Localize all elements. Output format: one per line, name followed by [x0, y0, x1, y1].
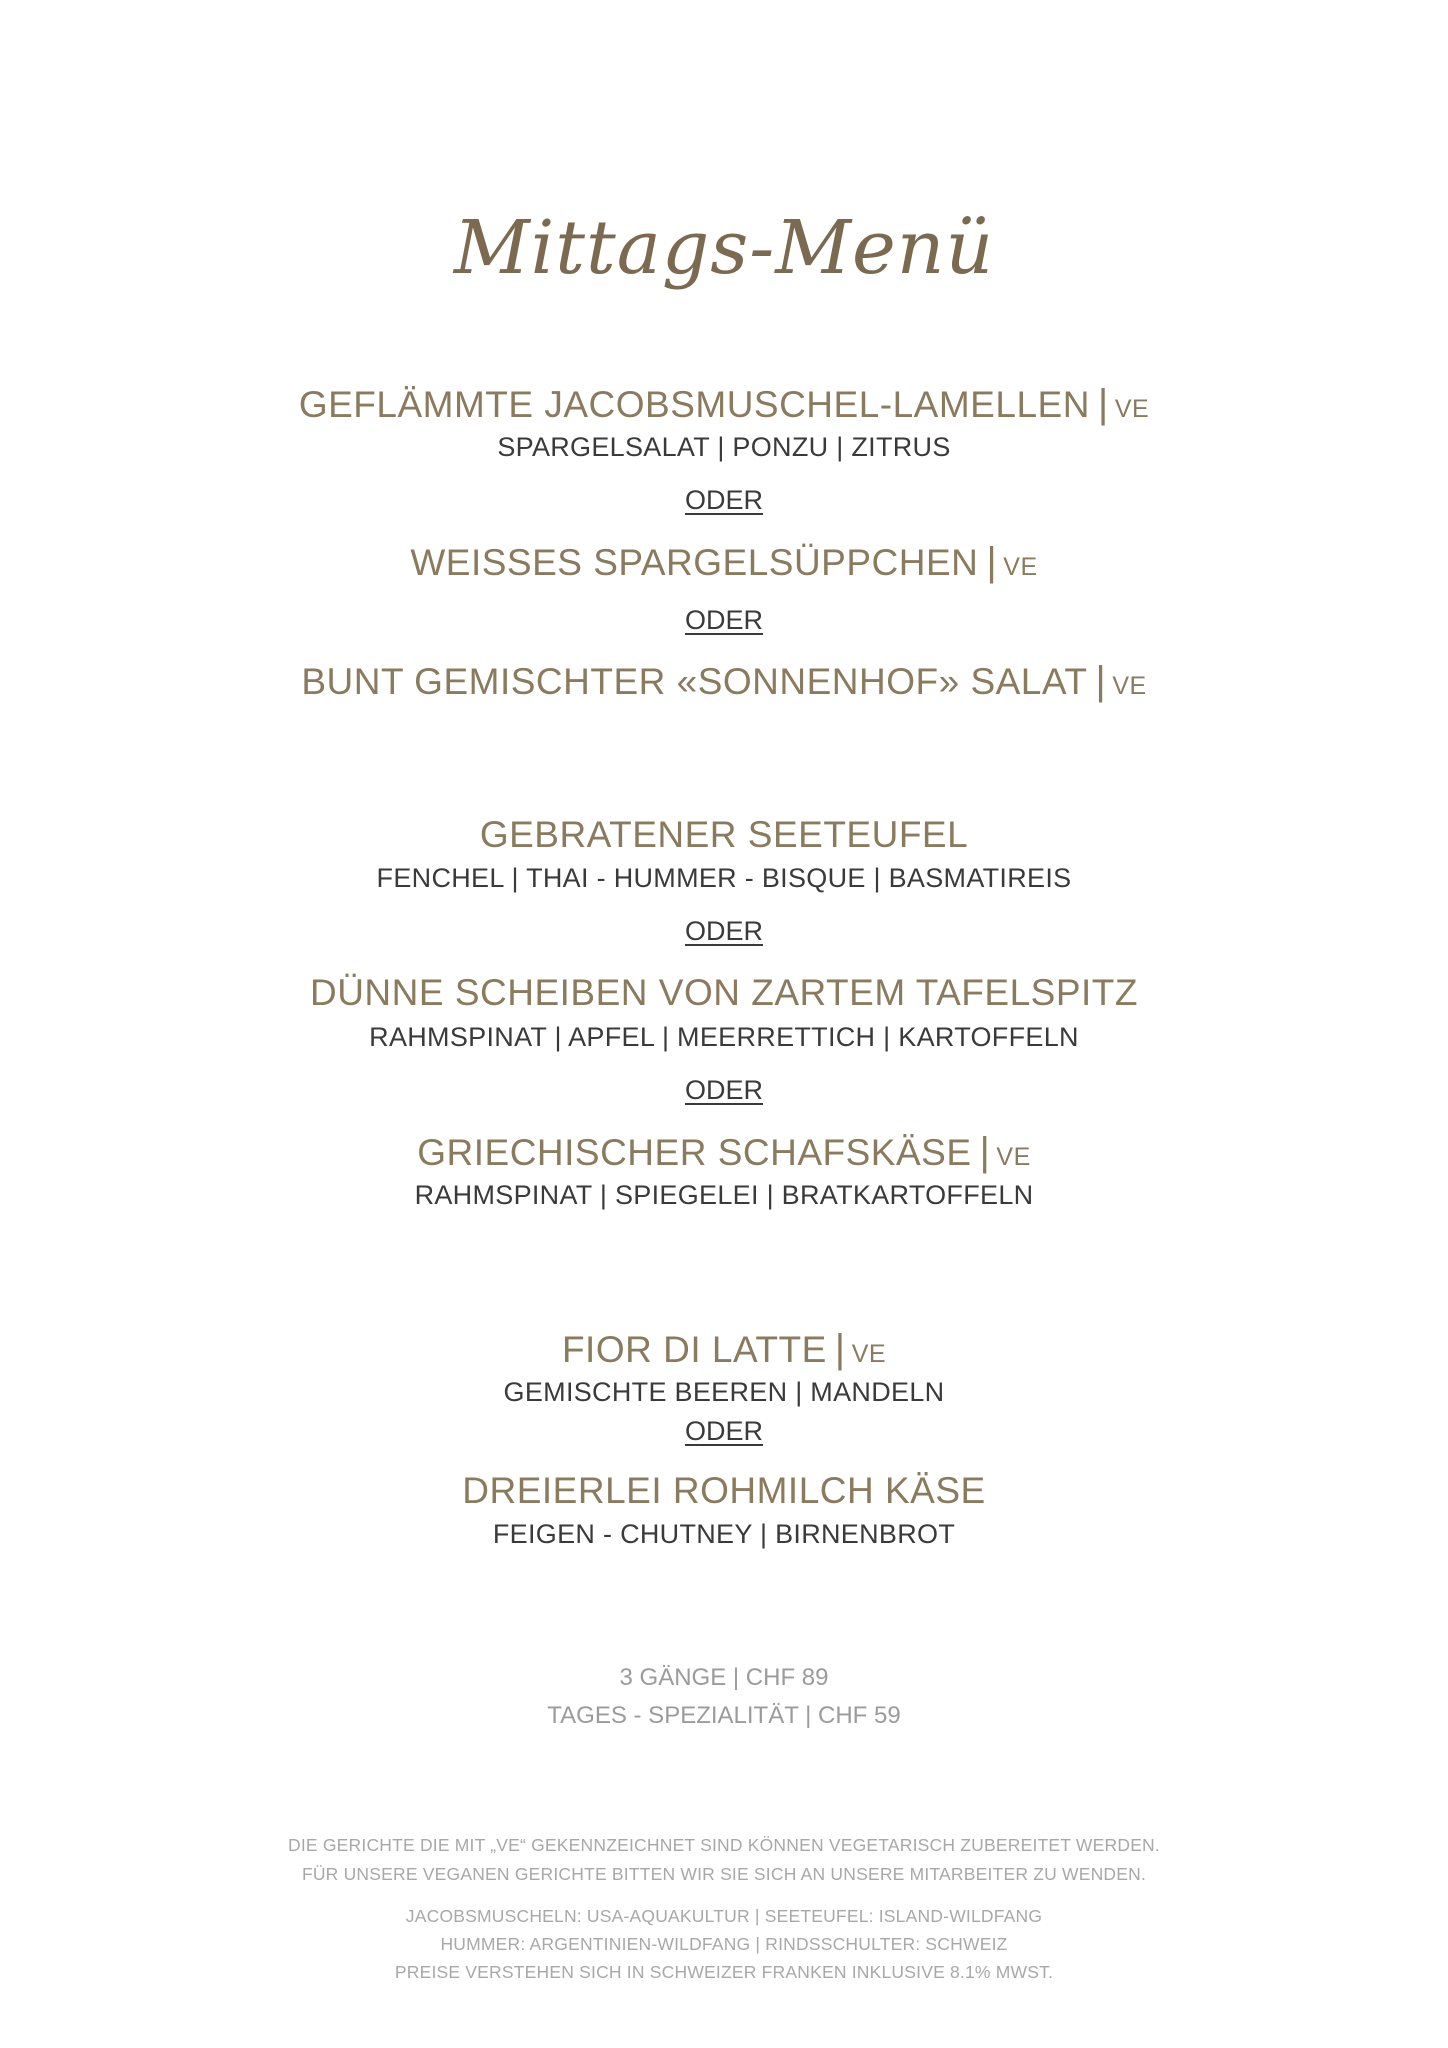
oder-separator: ODER — [684, 1075, 763, 1105]
separator: | — [834, 1327, 846, 1371]
footnote-vat: PREISE VERSTEHEN SICH IN SCHWEIZER FRANKEN INKLUSIVE 8.1% MWST. — [394, 1962, 1054, 1982]
ve-badge: VE — [996, 1143, 1031, 1171]
price-three-courses: 3 GÄNGE | CHF 89 — [619, 1664, 829, 1691]
dish-starter-3 — [0, 659, 1448, 704]
dish-starter-2 — [0, 540, 1448, 585]
dish-main-3 — [0, 1130, 1448, 1175]
oder-separator: ODER — [684, 1416, 763, 1446]
dish-name: DREIERLEI ROHMILCH KÄSE — [462, 1470, 986, 1511]
dish-name: GEBRATENER SEETEUFEL — [479, 814, 969, 855]
dish-main-1 — [0, 814, 1448, 856]
dish-details: RAHMSPINAT | SPIEGELEI | BRATKARTOFFELN — [414, 1180, 1034, 1210]
footnote-origin-2: HUMMER: ARGENTINIEN-WILDFANG | RINDSSCHULTER: SCHWEIZ — [440, 1934, 1008, 1954]
footnote-vegetarian: DIE GERICHTE DIE MIT „VE“ GEKENNZEICHNET SIND KÖNNEN VEGETARISCH ZUBEREITET WERDEN. — [288, 1835, 1160, 1855]
ve-badge: VE — [851, 1340, 887, 1368]
oder-separator: ODER — [684, 605, 763, 635]
dish-dessert-1 — [0, 1327, 1448, 1372]
separator: | — [1097, 382, 1109, 426]
oder-separator: ODER — [684, 485, 763, 515]
dish-dessert-2 — [0, 1470, 1448, 1512]
separator: | — [979, 1130, 991, 1174]
footnote-vegan: FÜR UNSERE VEGANEN GERICHTE BITTEN WIR SIE SICH AN UNSERE MITARBEITER ZU WENDEN. — [301, 1864, 1147, 1884]
dish-details: FENCHEL | THAI - HUMMER - BISQUE | BASMATIREIS — [376, 863, 1072, 893]
dish-details: RAHMSPINAT | APFEL | MEERRETTICH | KARTOFFELN — [369, 1022, 1079, 1052]
dish-name: FIOR DI LATTE — [561, 1329, 827, 1370]
price-daily-special: TAGES - SPEZIALITÄT | CHF 59 — [547, 1702, 901, 1729]
ve-badge: VE — [1003, 553, 1038, 581]
dish-details: SPARGELSALAT | PONZU | ZITRUS — [497, 432, 951, 462]
dish-details: FEIGEN - CHUTNEY | BIRNENBROT — [492, 1519, 956, 1549]
ve-badge: VE — [1112, 672, 1147, 700]
separator: | — [1095, 659, 1107, 703]
dish-name: WEISSES SPARGELSÜPPCHEN — [410, 542, 979, 583]
dish-name: GRIECHISCHER SCHAFSKÄSE — [417, 1132, 972, 1173]
dish-name: BUNT GEMISCHTER «SONNENHOF» SALAT — [301, 661, 1088, 702]
oder-separator: ODER — [684, 916, 763, 946]
separator: | — [986, 540, 998, 584]
dish-starter-1 — [0, 382, 1448, 427]
ve-badge: VE — [1114, 395, 1150, 423]
footnote-origin-1: JACOBSMUSCHELN: USA-AQUAKULTUR | SEETEUFEL: ISLAND-WILDFANG — [405, 1906, 1043, 1926]
dish-name: DÜNNE SCHEIBEN VON ZARTEM TAFELSPITZ — [309, 972, 1138, 1013]
page-title: Mittags-Menü — [453, 205, 995, 291]
dish-main-2 — [0, 972, 1448, 1014]
dish-name: GEFLÄMMTE JACOBSMUSCHEL-LAMELLEN — [298, 384, 1090, 425]
dish-details: GEMISCHTE BEEREN | MANDELN — [503, 1377, 945, 1407]
